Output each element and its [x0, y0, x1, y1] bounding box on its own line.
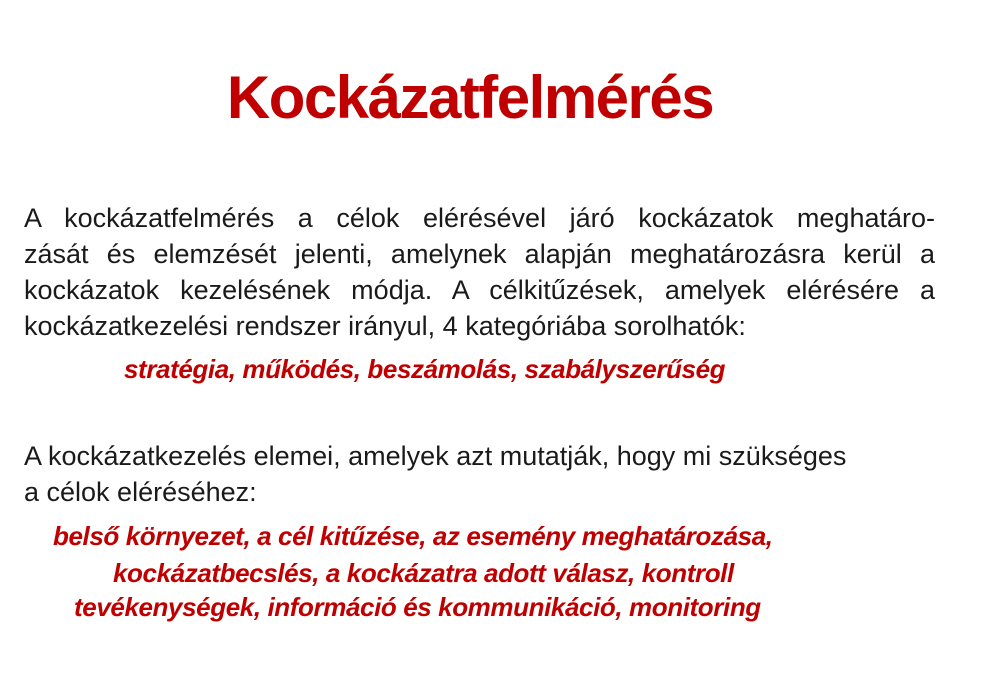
risk-elements-line-2: kockázatbecslés, a kockázatra adott válasz, kontroll	[113, 558, 734, 588]
risk-elements-line-3: tevékenységek, információ és kommunikáció, monitoring	[74, 592, 761, 622]
page-title: Kockázatfelmérés	[226, 64, 714, 131]
risk-elements-line-1: belső környezet, a cél kitűzése, az esemény meghatározása,	[53, 521, 773, 551]
intro-line-2: zását és elemzését jelenti, amelynek alapján meghatározásra kerül a	[24, 239, 935, 269]
intro-line-3: kockázatok kezelésének módja. A célkitűzések, amelyek elérésére a	[24, 275, 935, 305]
intro-line-1: A kockázatfelmérés a célok elérésével járó kockázatok meghatáro-	[24, 203, 935, 233]
elements-intro-line-1: A kockázatkezelés elemei, amelyek azt mutatják, hogy mi szükséges	[24, 441, 847, 471]
objective-categories: stratégia, működés, beszámolás, szabályszerűség	[124, 354, 726, 384]
intro-line-4: kockázatkezelési rendszer irányul, 4 kategóriába sorolhatók:	[24, 311, 746, 341]
elements-paragraph	[24, 438, 935, 510]
intro-paragraph	[24, 200, 935, 344]
elements-intro-line-2: a célok eléréséhez:	[24, 477, 257, 507]
